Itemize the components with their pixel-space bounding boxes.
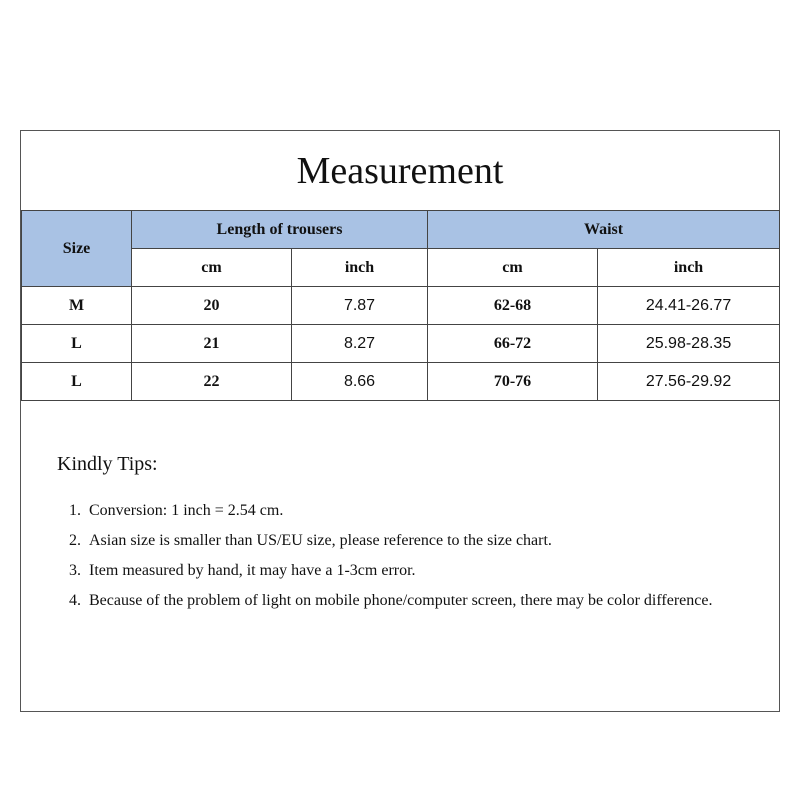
length-cm-cell: 20 <box>132 287 292 325</box>
length-inch-header: inch <box>292 249 428 287</box>
size-chart-table <box>21 210 780 401</box>
tip-item: 1. Conversion: 1 inch = 2.54 cm. <box>85 496 757 526</box>
waist-inch-header: inch <box>598 249 780 287</box>
waist-group-header: Waist <box>428 211 780 249</box>
waist-inch-cell: 24.41-26.77 <box>598 287 780 325</box>
tip-item: 2. Asian size is smaller than US/EU size, please reference to the size chart. <box>85 526 757 556</box>
waist-cm-cell: 66-72 <box>428 325 598 363</box>
waist-cm-header: cm <box>428 249 598 287</box>
tip-item: 4. Because of the problem of light on mobile phone/computer screen, there may be color difference. <box>85 586 757 616</box>
tips-heading: Kindly Tips: <box>57 453 158 475</box>
tips-section <box>57 453 757 616</box>
size-cell: L <box>22 325 132 363</box>
measurement-card <box>20 130 780 712</box>
page-title: Measurement <box>296 149 504 192</box>
waist-cm-cell: 62-68 <box>428 287 598 325</box>
length-cm-header: cm <box>132 249 292 287</box>
length-inch-cell: 7.87 <box>292 287 428 325</box>
table-subheader-row <box>22 249 780 287</box>
waist-inch-cell: 25.98-28.35 <box>598 325 780 363</box>
waist-inch-cell: 27.56-29.92 <box>598 363 780 401</box>
length-cm-cell: 21 <box>132 325 292 363</box>
tips-list <box>57 496 757 616</box>
table-row <box>22 363 780 401</box>
waist-cm-cell: 70-76 <box>428 363 598 401</box>
length-cm-cell: 22 <box>132 363 292 401</box>
length-inch-cell: 8.66 <box>292 363 428 401</box>
size-cell: M <box>22 287 132 325</box>
table-header-row <box>22 211 780 249</box>
size-cell: L <box>22 363 132 401</box>
length-group-header: Length of trousers <box>132 211 428 249</box>
table-row <box>22 325 780 363</box>
tip-item: 3. Item measured by hand, it may have a 1-3cm error. <box>85 556 757 586</box>
table-row <box>22 287 780 325</box>
size-column-header: Size <box>22 211 132 287</box>
length-inch-cell: 8.27 <box>292 325 428 363</box>
